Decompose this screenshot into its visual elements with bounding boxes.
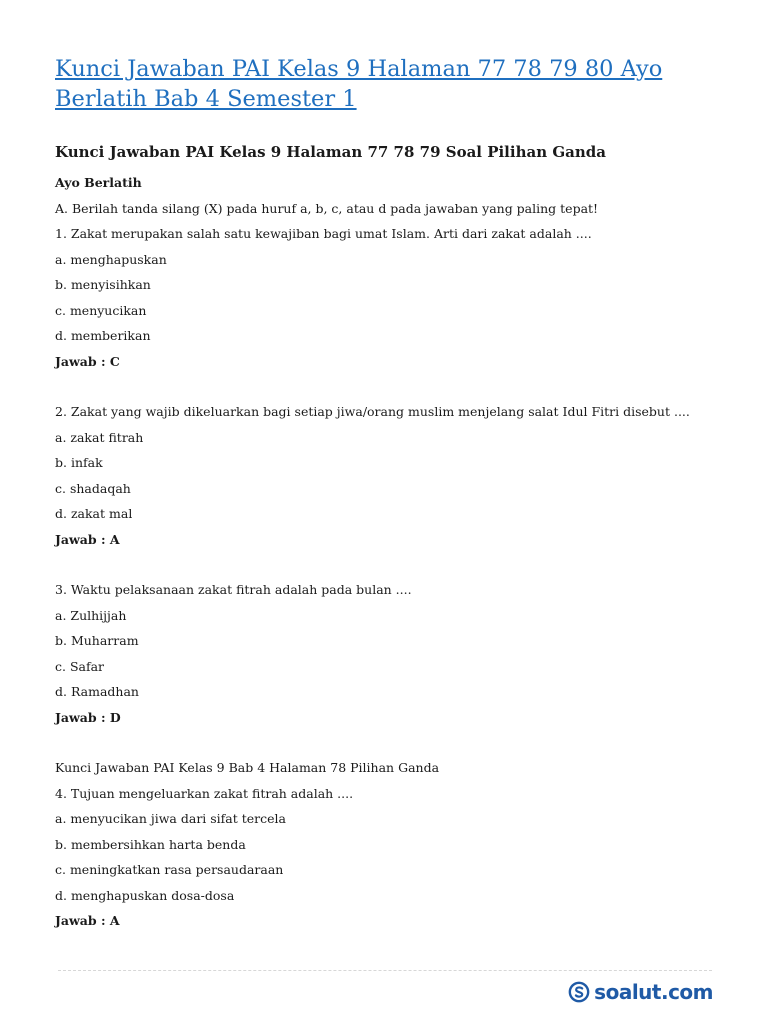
- logo-text: soalut.com: [594, 980, 713, 1004]
- question-2-text: 2. Zakat yang wajib dikeluarkan bagi setiap jiwa/orang muslim menjelang salat Idul Fitri disebut ....: [55, 404, 690, 419]
- question-4-answer: Jawab : A: [55, 913, 120, 928]
- section-2-heading: Kunci Jawaban PAI Kelas 9 Bab 4 Halaman 78 Pilihan Ganda: [55, 760, 440, 775]
- question-1-option-b: b. menyisihkan: [55, 277, 151, 292]
- document-page: [55, 54, 725, 930]
- question-2-option-a: a. zakat fitrah: [55, 429, 144, 445]
- question-4-option-d: d. menghapuskan dosa-dosa: [55, 887, 235, 903]
- instruction-text: A. Berilah tanda silang (X) pada huruf a, b, c, atau d pada jawaban yang paling tepat!: [55, 200, 599, 216]
- question-3-option-d: d. Ramadhan: [55, 684, 139, 699]
- question-2-option-b: b. infak: [55, 455, 103, 470]
- question-1-option-d: d. memberikan: [55, 328, 151, 343]
- section-title: Kunci Jawaban PAI Kelas 9 Halaman 77 78 79 Soal Pilihan Ganda: [55, 143, 606, 161]
- site-logo[interactable]: [568, 980, 713, 1004]
- question-2-option-c: c. shadaqah: [55, 480, 131, 496]
- s-circle-icon: [568, 981, 590, 1003]
- question-3-option-b: b. Muharram: [55, 633, 139, 648]
- question-3-answer: Jawab : D: [55, 709, 121, 725]
- footer-divider: [58, 970, 712, 971]
- question-1-answer: Jawab : C: [55, 353, 120, 369]
- question-1-option-a: a. menghapuskan: [55, 251, 167, 267]
- page-title-link[interactable]: Kunci Jawaban PAI Kelas 9 Halaman 77 78 79 80 Ayo Berlatih Bab 4 Semester 1: [55, 56, 663, 112]
- question-3-option-a: a. Zulhijjah: [55, 607, 127, 623]
- question-4-text: 4. Tujuan mengeluarkan zakat fitrah adalah ....: [55, 785, 354, 801]
- blank-line: [55, 549, 725, 574]
- question-1-option-c: c. menyucikan: [55, 302, 147, 318]
- question-4-option-b: b. membersihkan harta benda: [55, 836, 246, 852]
- question-3-text: 3. Waktu pelaksanaan zakat fitrah adalah pada bulan ....: [55, 582, 412, 597]
- subheading: Ayo Berlatih: [55, 175, 142, 190]
- question-4-option-c: c. meningkatkan rasa persaudaraan: [55, 862, 284, 877]
- question-2-option-d: d. zakat mal: [55, 506, 133, 521]
- blank-line: [55, 371, 725, 396]
- question-2-answer: Jawab : A: [55, 531, 120, 547]
- question-4-option-a: a. menyucikan jiwa dari sifat tercela: [55, 811, 286, 826]
- blank-line: [55, 727, 725, 752]
- question-1-text: 1. Zakat merupakan salah satu kewajiban bagi umat Islam. Arti dari zakat adalah ....: [55, 226, 592, 241]
- question-3-option-c: c. Safar: [55, 658, 105, 674]
